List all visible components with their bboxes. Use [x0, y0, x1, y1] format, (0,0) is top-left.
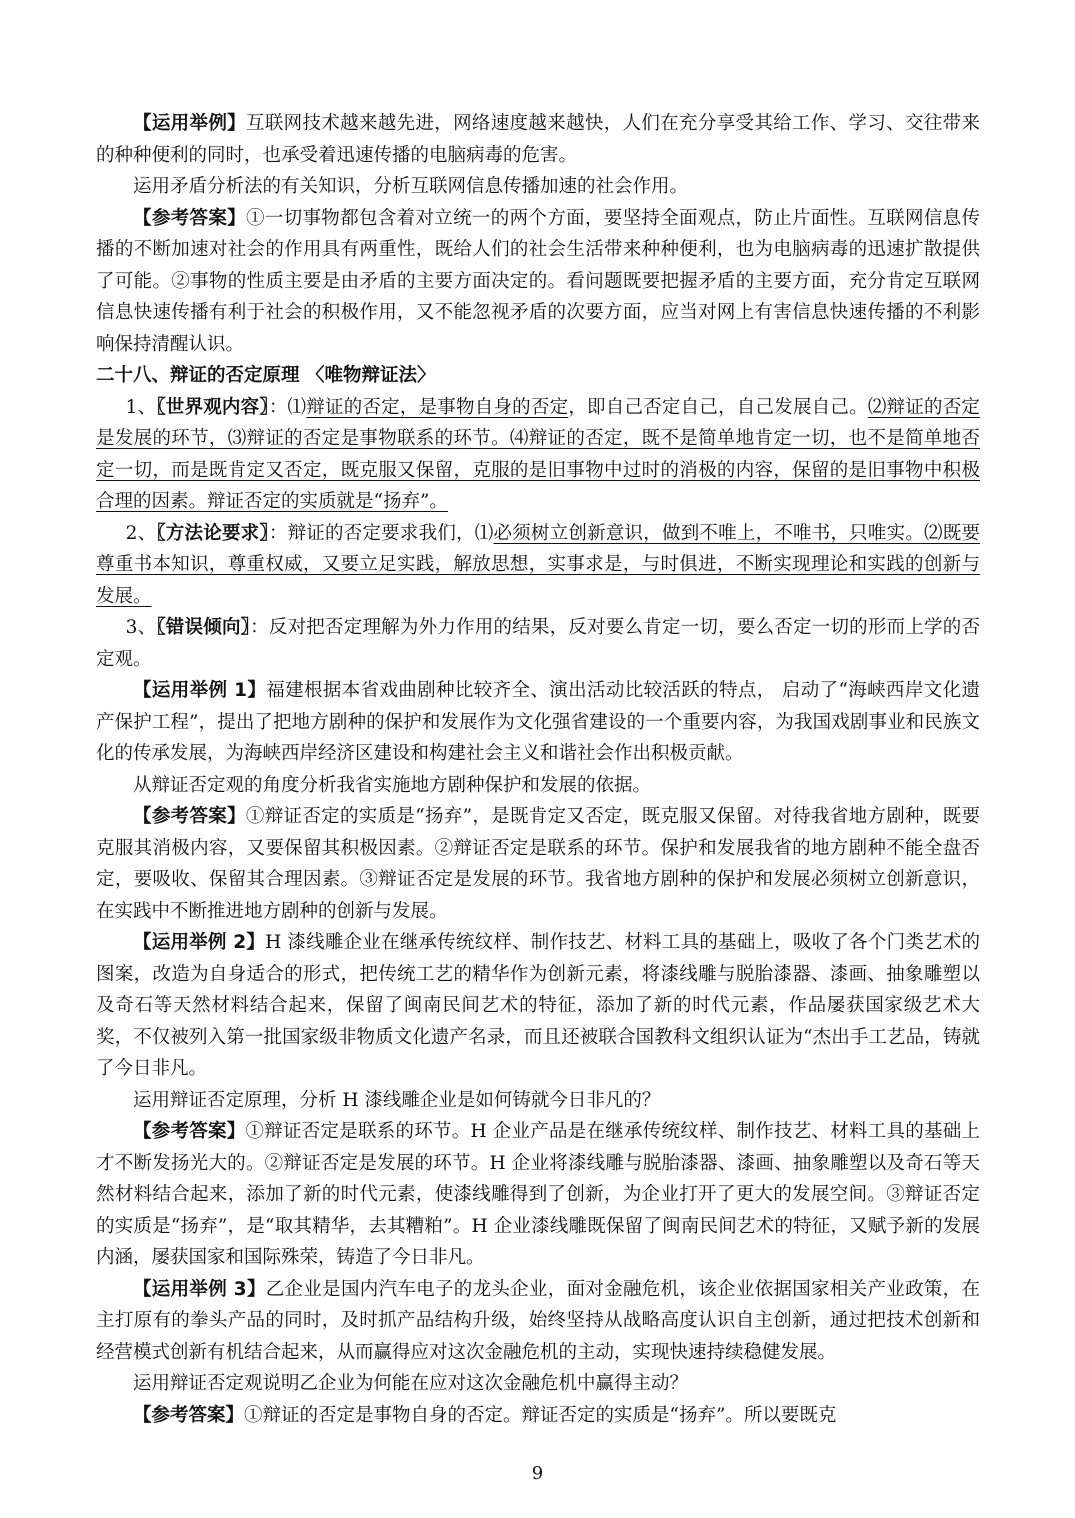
example-1-label: 【运用举例 1】 — [133, 680, 267, 701]
error-tendency-text: ：反对把否定理解为外力作用的结果，反对要么肯定一切，要么否定一切的形而上学的否定观。 — [96, 617, 980, 670]
worldview-label: 〖世界观内容〗 — [156, 396, 269, 418]
answer-1-paragraph — [96, 801, 980, 927]
methodology-text: ：辩证的否定要求我们，⑴ — [268, 522, 494, 544]
answer-1-text: ①辩证否定的实质是“扬弃”，是既肯定又否定，既克服又保留。对待我省地方剧种，既要克服其消极内容，又要保留其积极因素。②辩证否定是联系的环节。保护和发展我省的地方剧种不能全盘否定，要吸收、保留其合理因素。③辩证否定是发展的环节。我省地方剧种的保护和发展必须树立创新意识，在实践中不断推进地方剧种的创新与发展。 — [96, 806, 980, 922]
example-label: 【运用举例】 — [133, 113, 246, 134]
methodology-paragraph — [96, 518, 980, 613]
item-number: 2、 — [125, 522, 157, 544]
item-number: 3、 — [125, 617, 157, 638]
answer-3-paragraph — [96, 1400, 980, 1432]
item-number: 1、 — [125, 396, 157, 418]
answer-2-text: ①辩证否定是联系的环节。H 企业产品是在继承传统纹样、制作技艺、材料工具的基础上才不断发扬光大的。②辩证否定是发展的环节。H 企业将漆线雕与脱胎漆器、漆画、抽象雕塑以及奇石等天然材料结合起来，添加了新的时代元素，使漆线雕得到了创新，为企业打开了更大的发展空间。③辩证否定的实质是“扬弃”，是“取其精华，去其糟粕”。H 企业漆线雕既保留了闽南民间艺术的特征，又赋予新的发展内涵，屡获国家和国际殊荣，铸造了今日非凡。 — [96, 1121, 980, 1268]
example-1-paragraph — [96, 675, 980, 770]
example-3-paragraph — [96, 1274, 980, 1369]
question-paragraph: 运用矛盾分析法的有关知识，分析互联网信息传播加速的社会作用。 — [133, 176, 689, 197]
document-body — [96, 108, 980, 1431]
example-2-text: H 漆线雕企业在继承传统纹样、制作技艺、材料工具的基础上，吸收了各个门类艺术的图案，改造为自身适合的形式，把传统工艺的精华作为创新元素，将漆线雕与脱胎漆器、漆画、抽象雕塑以及奇石等天然材料结合起来，保留了闽南民间艺术的特征，添加了新的时代元素，作品屡获国家级艺术大奖，不仅被列入第一批国家级非物质文化遗产名录，而且还被联合国教科文组织认证为“杰出手工艺品，铸就了今日非凡。 — [96, 932, 980, 1079]
example-2-paragraph — [96, 927, 980, 1085]
example-3-text: 乙企业是国内汽车电子的龙头企业，面对金融危机，该企业依据国家相关产业政策，在主打原有的拳头产品的同时，及时抓产品结构升级，始终坚持从战略高度认识自主创新，通过把技术创新和经营模式创新有机结合起来，从而赢得应对这次金融危机的主动，实现快速持续稳健发展。 — [96, 1278, 980, 1363]
worldview-text: ，即自己否定自己，自己发展自己。 — [568, 396, 868, 418]
question-3-paragraph: 运用辩证否定观说明乙企业为何能在应对这次金融危机中赢得主动？ — [133, 1373, 689, 1394]
error-tendency-label: 〖错误倾向〗 — [156, 617, 251, 638]
question-2-paragraph: 运用辩证否定原理，分析 H 漆线雕企业是如何铸就今日非凡的？ — [133, 1089, 661, 1111]
example-text: 互联网技术越来越先进，网络速度越来越快，人们在充分享受其给工作、学习、交往带来的种种便利的同时，也承受着迅速传播的电脑病毒的危害。 — [96, 113, 980, 166]
answer-3-label: 【参考答案】 — [133, 1404, 245, 1426]
answer-text: ①一切事物都包含着对立统一的两个方面，要坚持全面观点，防止片面性。互联网信息传播的不断加速对社会的作用具有两重性，既给人们的社会生活带来种种便利，也为电脑病毒的迅速扩散提供了可能。②事物的性质主要是由矛盾的主要方面决定的。看问题既要把握矛盾的主要方面，充分肯定互联网信息快速传播有利于社会的积极作用，又不能忽视矛盾的次要方面，应当对网上有害信息快速传播的不利影响保持清醒认识。 — [96, 207, 980, 355]
worldview-underlined-2: ⑵辩证的否定是发展的环节，⑶辩证的否定是事物联系的环节。⑷辩证的否定，既不是简单地肯定一切，也不是简单地否定一切，而是既肯定又否定，既克服又保留，克服的是旧事物中过时的消极的内容，保留的是旧事物中积极合理的因素。辩证否定的实质就是“扬弃”。 — [96, 396, 980, 512]
section-heading: 二十八、辩证的否定原理 〈唯物辩证法〉 — [96, 365, 436, 386]
example-1-text: 福建根据本省戏曲剧种比较齐全、演出活动比较活跃的特点， 启动了“海峡西岸文化遗产保护工程”，提出了把地方剧种的保护和发展作为文化强省建设的一个重要内容，为我国戏剧事业和民族文化的传承发展，为海峡西岸经济区建设和构建社会主义和谐社会作出积极贡献。 — [96, 680, 980, 764]
example-paragraph — [96, 108, 980, 171]
answer-paragraph — [96, 203, 980, 361]
worldview-paragraph — [96, 392, 980, 518]
example-3-label: 【运用举例 3】 — [133, 1278, 266, 1300]
answer-1-label: 【参考答案】 — [133, 806, 246, 827]
answer-2-paragraph — [96, 1116, 980, 1274]
answer-label: 【参考答案】 — [133, 207, 246, 229]
answer-3-text: ①辩证的否定是事物自身的否定。辩证否定的实质是“扬弃”。所以要既克 — [244, 1404, 837, 1426]
methodology-label: 〖方法论要求〗 — [156, 522, 269, 544]
methodology-underlined: 必须树立创新意识，做到不唯上，不唯书，只唯实。⑵既要尊重书本知识，尊重权威，又要立足实践，解放思想，实事求是，与时俱进，不断实现理论和实践的创新与发展。 — [96, 522, 980, 607]
example-2-label: 【运用举例 2】 — [133, 932, 266, 953]
question-1-paragraph: 从辩证否定观的角度分析我省实施地方剧种保护和发展的依据。 — [133, 774, 652, 796]
worldview-colon: ：⑴ — [268, 396, 307, 418]
error-tendency-paragraph — [96, 612, 980, 675]
answer-2-label: 【参考答案】 — [133, 1121, 246, 1142]
worldview-underlined-1: 辩证的否定，是事物自身的否定 — [306, 396, 569, 418]
page-number: 9 — [531, 1463, 544, 1484]
